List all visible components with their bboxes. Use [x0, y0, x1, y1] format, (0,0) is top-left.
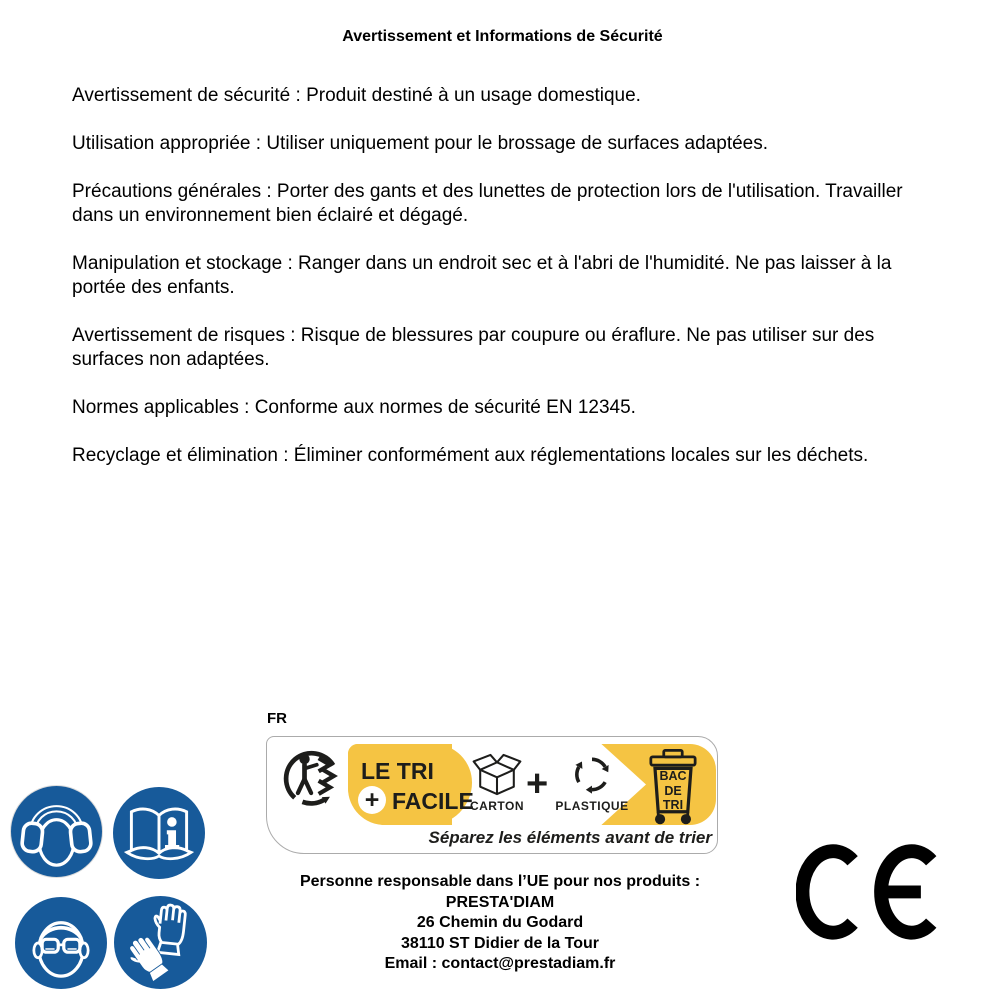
- country-code-label: FR: [267, 710, 287, 727]
- carton-label: CARTON: [469, 799, 525, 813]
- paragraph-general-precautions: Précautions générales : Porter des gants et des lunettes de protection lors de l'utilisation. Travailler dans un environnement bien éclairé et dégagé.: [72, 181, 903, 226]
- protective-gloves-icon: [114, 896, 207, 989]
- responsible-city: 38110 ST Didier de la Tour: [401, 934, 599, 952]
- plastique-label: PLASTIQUE: [555, 799, 629, 813]
- paragraph-safety-warning: Avertissement de sécurité : Produit destiné à un usage domestique.: [72, 85, 641, 106]
- bin-label-line: DE: [664, 783, 682, 798]
- carton-material: [464, 751, 530, 813]
- bin-label-line: BAC: [659, 769, 687, 783]
- responsible-line: Personne responsable dans l’UE pour nos produits :: [299, 873, 701, 890]
- paragraph-risk-warning: Avertissement de risques : Risque de blessures par coupure ou éraflure. Ne pas utiliser sur des surfaces non adaptées.: [72, 325, 875, 370]
- read-manual-icon: [113, 787, 205, 879]
- responsible-email: Email : contact@prestadiam.fr: [384, 955, 616, 972]
- materials-plus-sign: +: [526, 763, 549, 805]
- tri-facile-line2: FACILE: [392, 788, 474, 814]
- paragraph-appropriate-use: Utilisation appropriée : Utiliser uniquement pour le brossage de surfaces adaptées.: [72, 133, 769, 154]
- page-title: Avertissement et Informations de Sécurité: [342, 28, 663, 45]
- responsible-person-block: [242, 872, 758, 975]
- triman-recycling-icon: [280, 744, 346, 814]
- sorting-instruction: Séparez les éléments avant de trier: [428, 828, 712, 847]
- bin-label: [655, 769, 691, 813]
- bin-label-line: TRI: [662, 798, 684, 812]
- safety-paragraphs: [72, 84, 940, 492]
- eye-protection-icon: [15, 897, 107, 989]
- responsible-company: PRESTA'DIAM: [445, 893, 555, 911]
- paragraph-handling-storage: Manipulation et stockage : Ranger dans un endroit sec et à l'abri de l'humidité. Ne pas laisser à la portée des enfants.: [72, 253, 892, 298]
- ce-marking-icon: [796, 842, 944, 940]
- tri-facile-line1: LE TRI: [361, 758, 434, 784]
- plus-circle-icon: +: [358, 786, 386, 814]
- cardboard-box-icon: [469, 751, 525, 798]
- responsible-street: 26 Chemin du Godard: [416, 914, 584, 931]
- recycling-mobius-icon: [567, 751, 617, 798]
- plastique-material: [551, 751, 633, 813]
- paragraph-standards: Normes applicables : Conforme aux normes de sécurité EN 12345.: [72, 397, 636, 418]
- paragraph-recycling: Recyclage et élimination : Éliminer conformément aux réglementations locales sur les déchets.: [72, 445, 869, 466]
- ear-protection-icon: [11, 786, 102, 877]
